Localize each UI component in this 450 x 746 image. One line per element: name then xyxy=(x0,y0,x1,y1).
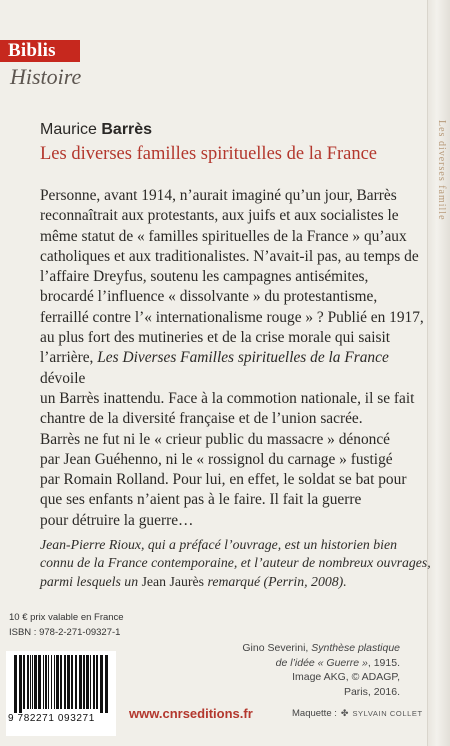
barcode-bar xyxy=(83,655,85,709)
barcode xyxy=(6,651,116,736)
maquette-label: Maquette : xyxy=(292,708,337,719)
barcode-bar xyxy=(93,655,95,709)
credit-line-1 xyxy=(230,641,400,656)
barcode-digits: 9 782271 093271 xyxy=(8,713,95,724)
barcode-bar xyxy=(27,655,29,709)
credit-artwork-2: de l’idée « Guerre » xyxy=(275,656,368,669)
author-name xyxy=(40,121,152,139)
barcode-bar xyxy=(79,655,82,709)
barcode-bar xyxy=(64,655,66,709)
barcode-bar xyxy=(43,655,44,709)
barcode-bar xyxy=(23,655,25,709)
credit-artwork: Synthèse plastique xyxy=(311,642,400,654)
publisher-website[interactable]: www.cnrseditions.fr xyxy=(129,706,253,721)
barcode-bar xyxy=(34,655,37,709)
barcode-bar xyxy=(86,655,89,709)
blurb-book-title: Les Diverses Familles spirituelles de la France xyxy=(97,349,389,367)
barcode-bar xyxy=(54,655,55,709)
barcode-bar xyxy=(60,655,62,709)
barcode-bar xyxy=(71,655,73,709)
author-first-name: Maurice xyxy=(40,121,97,138)
barcode-bar xyxy=(51,655,52,709)
barcode-bar xyxy=(32,655,33,709)
series-logo xyxy=(0,40,80,62)
barcode-bar xyxy=(30,655,31,709)
designer-name: SYLVAIN COLLET xyxy=(352,709,423,718)
barcode-bar xyxy=(67,655,70,709)
designer-logo-icon: ✤ xyxy=(340,708,349,718)
spine-title: Les diverses famille xyxy=(436,120,447,221)
credit-artist: Gino Severini, xyxy=(242,642,312,654)
note-part-1: Jean-Pierre Rioux, qui a préfacé l’ouvrage, est un historien bien connu de la France contemporaine, et l’auteur de nombreux ouvrages, parmi lesquels un xyxy=(40,537,431,589)
credit-place: Paris, 2016. xyxy=(343,685,400,698)
collection-name: Histoire xyxy=(10,64,82,89)
credit-rights: Image AKG, © ADAGP, xyxy=(292,671,400,684)
barcode-bar xyxy=(14,655,17,713)
book-title: Les diverses familles spirituelles de la France xyxy=(40,144,378,164)
credit-year: , 1915. xyxy=(367,656,400,669)
barcode-bar xyxy=(100,655,103,713)
note-upright-title: Jean Jaurès xyxy=(141,573,205,589)
barcode-bar xyxy=(19,655,22,713)
barcode-bar xyxy=(90,655,91,709)
barcode-bar xyxy=(38,655,41,709)
blurb-part-2: dévoile un Barrès inattendu. Face à la commotion nationale, il se fait chantre de la diversité française et de l’union sacrée. Barrès ne fut ni le « crieur public du massacre » dénoncé par Jean Guéhenno, ni le « rossignol du carnage » fustigé par Romain Rolland. Pour lui, en effet, le soldat se bat pour que ses enfants n’aient pas à le faire. Il fait la guerre pour détruire la guerre… xyxy=(40,369,415,529)
barcode-bar xyxy=(105,655,108,713)
barcode-bar xyxy=(48,655,49,709)
barcode-bar xyxy=(96,655,98,709)
blurb-text xyxy=(40,186,432,531)
isbn-label: ISBN : 978-2-271-09327-1 xyxy=(9,627,121,638)
credit-line-2 xyxy=(230,656,400,671)
barcode-bar xyxy=(45,655,47,709)
preface-note xyxy=(40,536,432,591)
barcode-bar xyxy=(75,655,77,709)
price-label: 10 € prix valable en France xyxy=(9,612,124,623)
series-name: Biblis xyxy=(8,40,56,61)
barcode-bars xyxy=(14,655,108,713)
blurb-part-1: Personne, avant 1914, n’aurait imaginé qu’un jour, Barrès reconnaîtrait aux protestants, aux juifs et aux socialistes le même statut de « familles spirituelles de la France » qu’aux catholiques et aux traditionalistes. N’avait-il pas, au temps de l’affaire Dreyfus, soutenu les campagnes antisémites, brocardé l’influence « dissolvante » du protestantisme, ferraillé contre l’« internationalisme rouge » ? Publié en 1917, au plus fort des mutineries et de la crise morale qui saisit l’arrière, xyxy=(40,187,424,367)
design-credit xyxy=(292,708,423,719)
barcode-bar xyxy=(56,655,59,709)
author-last-name: Barrès xyxy=(101,121,153,138)
image-credits xyxy=(230,641,400,699)
note-part-2: remarqué (Perrin, 2008). xyxy=(204,573,347,589)
